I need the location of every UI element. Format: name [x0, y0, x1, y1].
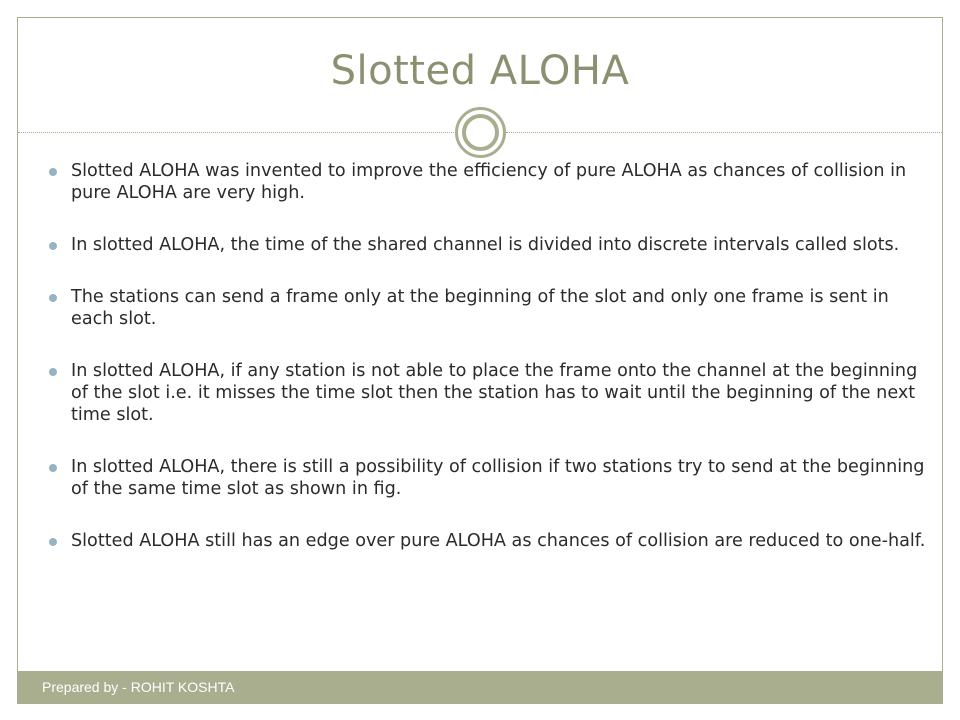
bullet-item	[46, 360, 926, 426]
bullet-text: Slotted ALOHA still has an edge over pure ALOHA as chances of collision are reduced to one-half.	[71, 531, 926, 551]
bullet-text: In slotted ALOHA, the time of the shared channel is divided into discrete intervals called slots.	[71, 235, 900, 255]
ring-ornament-icon	[455, 107, 506, 158]
bullet-text: In slotted ALOHA, there is still a possibility of collision if two stations try to send at the beginning of the same time slot as shown in fig.	[71, 457, 925, 499]
title-divider-left	[18, 132, 454, 133]
footer-author: Prepared by - ROHIT KOSHTA	[42, 679, 235, 695]
bullet-item	[46, 286, 926, 330]
bullet-dot-icon	[49, 538, 57, 546]
bullet-item	[46, 160, 926, 204]
bullet-dot-icon	[49, 294, 57, 302]
bullet-dot-icon	[49, 368, 57, 376]
bullet-text: The stations can send a frame only at the beginning of the slot and only one frame is sent in each slot.	[71, 287, 889, 329]
bullet-item	[46, 530, 926, 552]
footer-bar	[18, 671, 942, 703]
bullet-text: In slotted ALOHA, if any station is not able to place the frame onto the channel at the beginning of the slot i.e. it misses the time slot then the station has to wait until the beginning of the next time slot.	[71, 361, 918, 425]
bullet-text: Slotted ALOHA was invented to improve the efficiency of pure ALOHA as chances of collision in pure ALOHA are very high.	[71, 161, 907, 203]
bullet-item	[46, 234, 926, 256]
title-divider-right	[506, 132, 942, 133]
bullet-dot-icon	[49, 464, 57, 472]
bullet-dot-icon	[49, 168, 57, 176]
bullet-item	[46, 456, 926, 500]
bullet-list	[46, 160, 926, 582]
slide-title: Slotted ALOHA	[330, 48, 630, 94]
bullet-dot-icon	[49, 242, 57, 250]
